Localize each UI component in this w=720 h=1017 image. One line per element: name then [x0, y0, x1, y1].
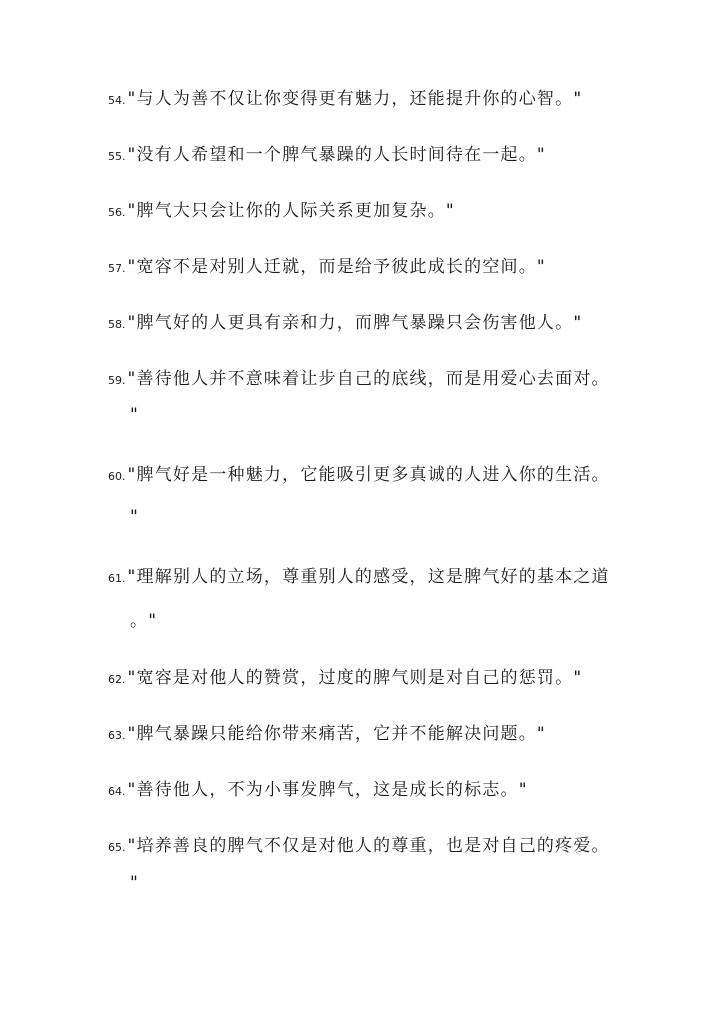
item-number: 58.: [108, 318, 126, 331]
item-number: 63.: [108, 729, 126, 742]
item-number: 61.: [108, 572, 126, 585]
quote-line-64: [108, 779, 528, 803]
quote-text: "脾气大只会让你的人际关系更加复杂。": [127, 201, 455, 221]
quote-continuation-65: ": [130, 873, 140, 893]
quote-continuation-61: 。": [130, 611, 158, 631]
quote-line-62: [108, 667, 582, 691]
quote-line-55: [108, 144, 546, 168]
quote-line-54: [108, 88, 582, 112]
quote-text: "与人为善不仅让你变得更有魅力，还能提升你的心智。": [127, 89, 583, 109]
item-number: 54.: [108, 94, 126, 107]
item-number: 62.: [108, 673, 126, 686]
item-number: 55.: [108, 150, 126, 163]
quote-text: "没有人希望和一个脾气暴躁的人长时间待在一起。": [127, 145, 546, 165]
quote-text: "培养善良的脾气不仅是对他人的尊重，也是对自己的疼爱。: [127, 836, 610, 856]
quote-text: "善待他人，不为小事发脾气，这是成长的标志。": [127, 780, 528, 800]
quote-line-56: [108, 200, 455, 224]
quote-text: "脾气好的人更具有亲和力，而脾气暴躁只会伤害他人。": [127, 313, 583, 333]
quote-line-57: [108, 256, 546, 280]
item-number: 65.: [108, 841, 126, 854]
quote-text: "宽容是对他人的赞赏，过度的脾气则是对自己的惩罚。": [127, 668, 583, 688]
quote-line-63: [108, 723, 546, 747]
quote-line-59: [108, 368, 610, 392]
quote-text: "脾气好是一种魅力，它能吸引更多真诚的人进入你的生活。: [127, 465, 610, 485]
item-number: 59.: [108, 374, 126, 387]
item-number: 57.: [108, 262, 126, 275]
quote-line-60: [108, 464, 610, 488]
item-number: 64.: [108, 785, 126, 798]
quote-text: "善待他人并不意味着让步自己的底线，而是用爱心去面对。: [127, 369, 610, 389]
quote-text: "理解别人的立场，尊重别人的感受，这是脾气好的基本之道: [127, 567, 610, 587]
item-number: 60.: [108, 470, 126, 483]
quote-text: "脾气暴躁只能给你带来痛苦，它并不能解决问题。": [127, 724, 546, 744]
item-number: 56.: [108, 206, 126, 219]
quote-line-58: [108, 312, 582, 336]
quote-text: "宽容不是对别人迁就，而是给予彼此成长的空间。": [127, 257, 546, 277]
quote-line-61: [108, 566, 610, 590]
quote-continuation-60: ": [130, 507, 140, 527]
quote-line-65: [108, 835, 610, 859]
quote-continuation-59: ": [130, 405, 140, 425]
